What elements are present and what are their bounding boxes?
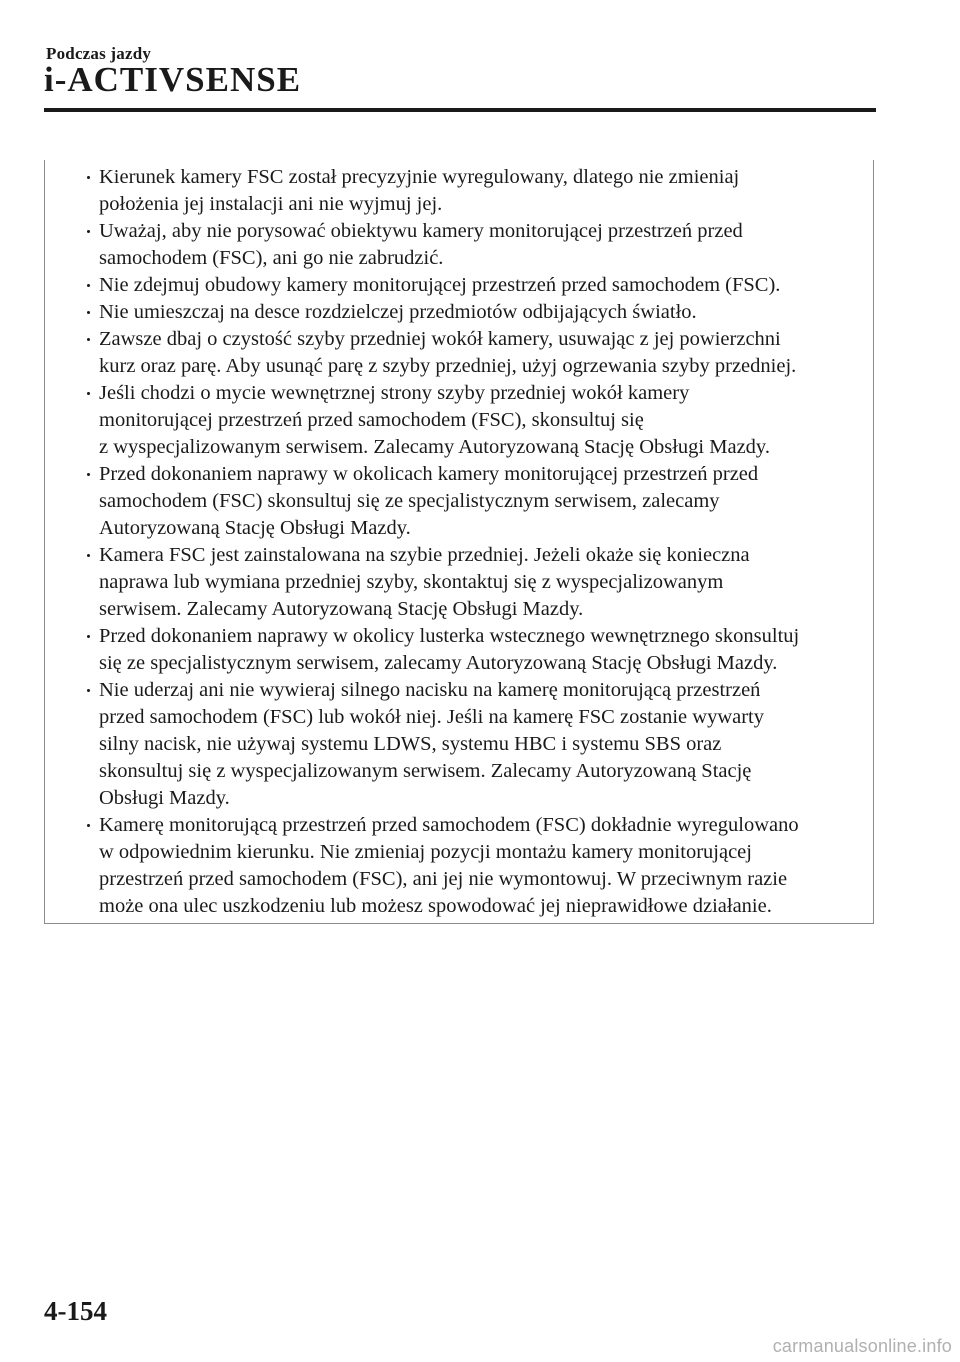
bullet-text: Przed dokonaniem naprawy w okolicy lusterka wstecznego wewnętrznego skonsultuj się ze specjalistycznym serwisem, zalecamy Autoryzowaną Stację Obsługi Mazdy. [99, 625, 800, 674]
list-item [99, 272, 869, 299]
bullet-text: Uważaj, aby nie porysować obiektywu kamery monitorującej przestrzeń przed samochodem (FSC), ani go nie zabrudzić. [99, 220, 743, 269]
list-item [99, 677, 869, 812]
bullet-dot-icon [87, 176, 90, 179]
bullet-dot-icon [87, 635, 90, 638]
list-item [99, 542, 869, 623]
page-number: 4-154 [44, 1296, 107, 1326]
bullet-dot-icon [87, 338, 90, 341]
watermark: carmanualsonline.info [772, 1336, 952, 1356]
list-item [99, 812, 869, 920]
bullet-text: Nie zdejmuj obudowy kamery monitorującej przestrzeń przed samochodem (FSC). [99, 274, 781, 296]
list-item [99, 380, 869, 461]
bullet-dot-icon [87, 392, 90, 395]
bullet-dot-icon [87, 311, 90, 314]
section-label: Podczas jazdy [46, 44, 152, 63]
list-item [99, 326, 869, 380]
bullet-dot-icon [87, 473, 90, 476]
bullet-text: Kierunek kamery FSC został precyzyjnie wyregulowany, dlatego nie zmieniaj położenia jej instalacji ani nie wyjmuj jej. [99, 166, 740, 215]
bullet-dot-icon [87, 284, 90, 287]
list-item [99, 164, 869, 218]
bullet-text: Zawsze dbaj o czystość szyby przedniej wokół kamery, usuwając z jej powierzchni kurz oraz parę. Aby usunąć parę z szyby przedniej, użyj ogrzewania szyby przedniej. [99, 328, 797, 377]
list-item [99, 623, 869, 677]
bullet-text: Kamerę monitorującą przestrzeń przed samochodem (FSC) dokładnie wyregulowano w odpowiednim kierunku. Nie zmieniaj pozycji montażu kamery monitorującej przestrzeń przed samochodem (FSC), ani jej nie wymontowuj. W przeciwnym razie może ona ulec uszkodzeniu lub możesz spowodować jej nieprawidłowe działanie. [99, 814, 799, 917]
bullet-dot-icon [87, 689, 90, 692]
header-rule [44, 108, 876, 112]
bullet-text: Nie umieszczaj na desce rozdzielczej przedmiotów odbijających światło. [99, 301, 697, 323]
bullet-text: Nie uderzaj ani nie wywieraj silnego nacisku na kamerę monitorującą przestrzeń przed samochodem (FSC) lub wokół niej. Jeśli na kamerę FSC zostanie wywarty silny nacisk, nie używaj systemu LDWS, systemu HBC i systemu SBS oraz skonsultuj się z wyspecjalizowanym serwisem. Zalecamy Autoryzowaną Stację Obsługi Mazdy. [99, 679, 764, 809]
bullet-dot-icon [87, 554, 90, 557]
bullet-list [99, 164, 869, 920]
bullet-dot-icon [87, 230, 90, 233]
list-item [99, 461, 869, 542]
bullet-text: Kamera FSC jest zainstalowana na szybie przedniej. Jeżeli okaże się konieczna naprawa lub wymiana przedniej szyby, skontaktuj się z wyspecjalizowanym serwisem. Zalecamy Autoryzowaną Stację Obsługi Mazdy. [99, 544, 750, 620]
bullet-text: Przed dokonaniem naprawy w okolicach kamery monitorującej przestrzeń przed samochodem (FSC) skonsultuj się ze specjalistycznym serwisem, zalecamy Autoryzowaną Stację Obsługi Mazdy. [99, 463, 759, 539]
list-item [99, 218, 869, 272]
bullet-text: Jeśli chodzi o mycie wewnętrznej strony szyby przedniej wokół kamery monitorującej przestrzeń przed samochodem (FSC), skonsultuj się z wyspecjalizowanym serwisem. Zalecamy Autoryzowaną Stację Obsługi Mazdy. [99, 382, 770, 458]
chapter-title: i-ACTIVSENSE [44, 60, 302, 99]
list-item [99, 299, 869, 326]
caution-box [44, 160, 874, 924]
bullet-dot-icon [87, 824, 90, 827]
